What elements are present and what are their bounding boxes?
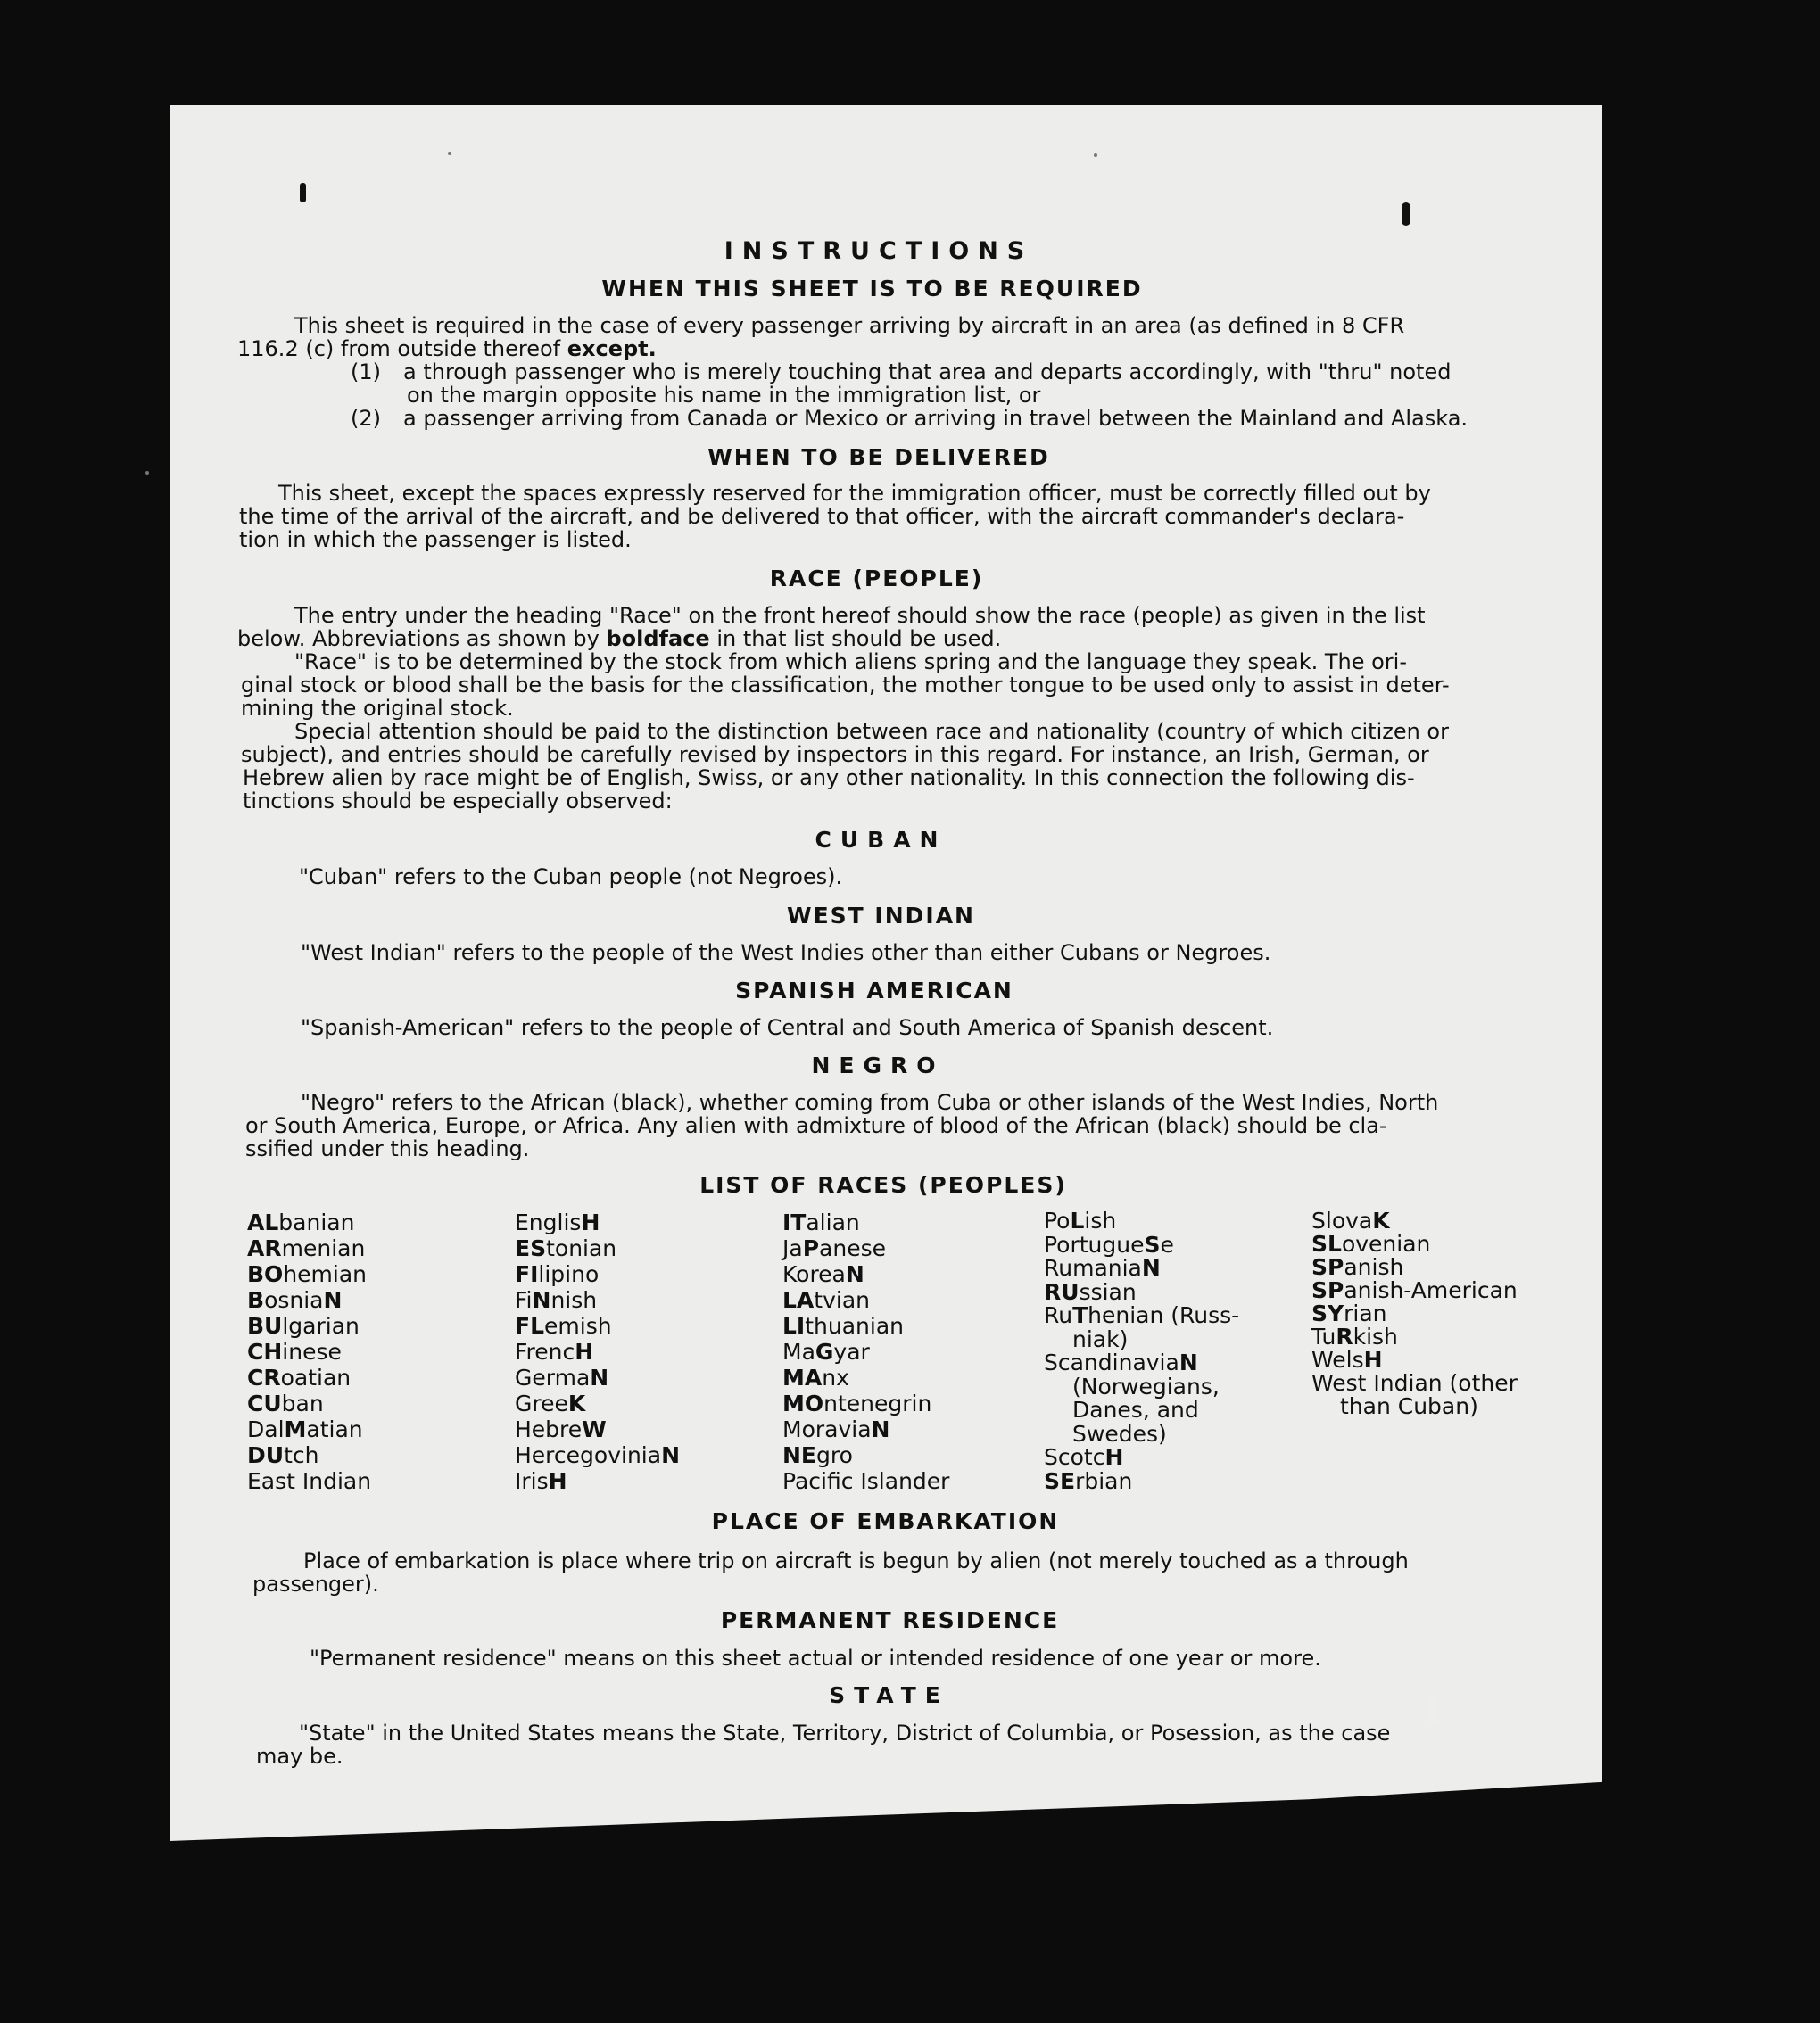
race-entry [1044,1399,1239,1423]
delivered-line: the time of the arrival of the aircraft, and be delivered to that officer, with the aircraft commander's declara- [239,504,1405,529]
race-abbreviation: N [871,1416,890,1442]
race-text: Pacific Islander [782,1468,950,1494]
west-indian-definition: "West Indian" refers to the people of the West Indies other than either Cubans or Negroes. [301,940,1271,965]
race-line: subject), and entries should be carefully revised by inspectors in this regard. For instance, an Irish, German, or [241,742,1429,767]
race-entry [1044,1375,1239,1400]
race-text: Hercegovinia [515,1442,662,1468]
race-entry [247,1287,371,1313]
embarkation-line: Place of embarkation is place where trip on aircraft is begun by alien (not merely touched as a through [303,1548,1409,1573]
race-text: West Indian (other [1311,1370,1518,1396]
race-entry [782,1416,949,1442]
race-entry [1311,1372,1518,1395]
race-entry [247,1391,371,1416]
delivered-line: tion in which the passenger is listed. [239,527,632,552]
race-text: Hebre [515,1416,583,1442]
race-line: "Race" is to be determined by the stock from which aliens spring and the language they speak. The ori- [294,649,1408,674]
race-abbreviation: M [284,1416,307,1442]
punch-mark-right [1402,202,1410,226]
speck [1094,153,1097,157]
race-abbreviation: LI [782,1313,806,1339]
race-entry [782,1365,949,1391]
race-text: ntenegrin [823,1391,932,1416]
race-entry [247,1313,371,1339]
race-abbreviation: N [1179,1350,1198,1375]
race-line: mining the original stock. [241,696,514,721]
race-entry [782,1391,949,1416]
race-entry [247,1235,371,1261]
race-abbreviation: G [815,1339,834,1365]
race-entry [247,1210,371,1235]
race-abbreviation: AL [247,1210,279,1235]
race-entry [515,1210,680,1235]
race-abbreviation: ES [515,1235,547,1261]
race-text: e [1160,1231,1174,1258]
race-text: ovenian [1341,1231,1431,1257]
race-abbreviation: SY [1311,1300,1344,1326]
embarkation-line: passenger). [252,1572,379,1597]
residence-definition: "Permanent residence" means on this sheet actual or intended residence of one year or more. [310,1646,1321,1671]
race-abbreviation: FI [515,1261,539,1287]
races-column [515,1210,680,1494]
race-text: menian [281,1235,366,1261]
race-abbreviation: FL [515,1313,545,1339]
race-line: ginal stock or blood shall be the basis for the classification, the mother tongue to be used only to assist in deter- [241,673,1450,698]
race-text: oatian [280,1365,352,1391]
race-text: Rumania [1044,1255,1142,1281]
race-abbreviation: K [1372,1208,1390,1234]
race-abbreviation: R [1336,1324,1353,1350]
race-abbreviation: N [661,1442,680,1468]
spanish-american-definition: "Spanish-American" refers to the people of Central and South America of Spanish descent. [301,1015,1274,1040]
race-text: East Indian [247,1468,372,1494]
section-heading-required: WHEN THIS SHEET IS TO BE REQUIRED [601,276,1143,301]
speck [448,152,451,155]
race-entry [515,1468,680,1494]
race-entry [1044,1325,1239,1352]
race-text: Frenc [515,1339,575,1365]
race-text: tonian [546,1235,617,1261]
required-line: This sheet is required in the case of every passenger arriving by aircraft in an area (as defined in 8 CFR [294,313,1405,338]
race-text: nish [550,1287,598,1313]
race-abbreviation: N [532,1287,551,1313]
race-text: Danes, and [1072,1397,1199,1423]
race-entry [247,1339,371,1365]
section-heading-west-indian: WEST INDIAN [787,903,975,929]
race-line-end: in that list should be used. [709,626,1002,651]
race-abbreviation: H [548,1468,567,1494]
race-text: Gree [515,1391,568,1416]
state-line: "State" in the United States means the State, Territory, District of Columbia, or Posession, as the case [299,1721,1391,1746]
required-item-number: (1) [351,359,381,384]
race-abbreviation: LA [782,1287,815,1313]
race-text: anish-American [1344,1277,1518,1303]
race-text: yar [833,1339,870,1365]
section-heading-delivered: WHEN TO BE DELIVERED [707,444,1050,470]
race-abbreviation: W [582,1416,607,1442]
race-abbreviation: N [323,1287,343,1313]
race-text: Fi [515,1287,533,1313]
race-text: atian [306,1416,363,1442]
race-entry [247,1468,371,1494]
race-entry [515,1235,680,1261]
required-item-text: a through passenger who is merely touching that area and departs accordingly, with "thru" noted [403,359,1452,384]
race-entry [1044,1278,1239,1305]
race-abbreviation: L [1070,1208,1085,1234]
race-text: Dal [247,1416,285,1442]
race-abbreviation: CH [247,1339,283,1365]
race-line: The entry under the heading "Race" on the front hereof should show the race (people) as given in the list [294,603,1426,628]
race-entry [515,1391,680,1416]
required-item-text: a passenger arriving from Canada or Mexico or arriving in travel between the Mainland and Alaska. [403,406,1468,431]
section-heading-race: RACE (PEOPLE) [769,566,984,591]
race-entry [247,1261,371,1287]
race-entry [515,1313,680,1339]
race-text: hemian [283,1261,368,1287]
race-text: anish [1344,1254,1404,1280]
speck [145,471,149,475]
race-text: Slova [1311,1208,1373,1234]
race-text: Germa [515,1365,591,1391]
race-abbreviation: AR [247,1235,282,1261]
race-text: niak) [1072,1325,1129,1352]
negro-line: ssified under this heading. [245,1136,530,1161]
race-abbreviation: MO [782,1391,824,1416]
race-entry [515,1261,680,1287]
race-text: tvian [814,1287,870,1313]
race-abbreviation: N [1141,1255,1161,1281]
race-entry [782,1339,949,1365]
race-text: Moravia [782,1416,872,1442]
race-abbreviation: H [1363,1347,1383,1373]
race-line: tinctions should be especially observed: [243,789,673,813]
race-text: rbian [1075,1467,1133,1494]
race-abbreviation: T [1072,1302,1088,1328]
section-heading-negro: NEGRO [811,1053,945,1078]
race-entry [1311,1233,1518,1256]
race-text: banian [278,1210,355,1235]
race-entry [1044,1420,1239,1447]
race-entry [515,1365,680,1391]
race-text: ssian [1079,1278,1137,1305]
race-line [237,627,1001,650]
race-abbreviation: SP [1311,1277,1344,1303]
race-entry [1044,1351,1239,1375]
race-abbreviation: SE [1044,1467,1076,1494]
section-heading-list-of-races: LIST OF RACES (PEOPLES) [699,1172,1067,1198]
race-entry [782,1468,949,1494]
race-text: inese [282,1339,342,1365]
race-abbreviation: IT [782,1210,807,1235]
race-entry [515,1287,680,1313]
section-heading-spanish-american: SPANISH AMERICAN [735,978,1013,1003]
race-text: ish [1084,1208,1117,1234]
race-text: rian [1344,1300,1387,1326]
race-entry [782,1287,949,1313]
race-entry [247,1365,371,1391]
race-text: Scotc [1044,1444,1105,1470]
cuban-definition: "Cuban" refers to the Cuban people (not Negroes). [299,864,843,889]
race-text: Tu [1311,1324,1336,1350]
race-entry [782,1235,949,1261]
section-heading-residence: PERMANENT RESIDENCE [720,1607,1060,1633]
race-text: osnia [264,1287,324,1313]
negro-line: "Negro" refers to the African (black), whether coming from Cuba or other islands of the West Indies, North [301,1090,1439,1115]
race-text: Ja [782,1235,803,1261]
race-entry [515,1416,680,1442]
race-entry [1311,1349,1518,1372]
race-abbreviation: CU [247,1391,282,1416]
race-entry [1311,1395,1518,1418]
required-except: except. [567,336,657,361]
race-text: kish [1353,1324,1398,1350]
state-line: may be. [256,1744,343,1769]
race-abbreviation: K [567,1391,586,1416]
race-text: lipino [538,1261,600,1287]
race-abbreviation: CR [247,1365,281,1391]
race-entry [515,1442,680,1468]
race-entry [1311,1210,1518,1233]
race-text: alian [806,1210,860,1235]
race-abbreviation: BU [247,1313,283,1339]
race-line: Special attention should be paid to the distinction between race and nationality (country of which citizen or [294,719,1449,744]
race-text: ban [281,1391,324,1416]
race-entry [1044,1210,1239,1234]
race-entry [782,1313,949,1339]
races-column [247,1210,371,1494]
required-line-start: 116.2 (c) from outside thereof [237,336,567,361]
race-text: Portugue [1044,1231,1145,1258]
required-line [237,337,657,360]
race-entry [1044,1231,1239,1258]
race-entry [1311,1256,1518,1279]
race-boldface: boldface [606,626,710,651]
race-text: Scandinavia [1044,1350,1179,1375]
race-abbreviation: S [1144,1231,1161,1258]
races-column [782,1210,949,1494]
punch-mark-left [300,183,306,202]
section-heading-embarkation: PLACE OF EMBARKATION [711,1508,1060,1534]
race-text: thuanian [805,1313,905,1339]
section-heading-state: STATE [829,1682,949,1708]
race-abbreviation: BO [247,1261,284,1287]
negro-line: or South America, Europe, or Africa. Any alien with admixture of blood of the African (black) should be cla- [245,1113,1387,1138]
race-abbreviation: SP [1311,1254,1344,1280]
race-abbreviation: H [1104,1444,1124,1470]
race-entry [782,1442,949,1468]
race-line-start: below. Abbreviations as shown by [237,626,607,651]
race-text: Ma [782,1339,815,1365]
race-entry [515,1339,680,1365]
race-text: henian (Russ- [1088,1302,1240,1328]
race-abbreviation: H [581,1210,600,1235]
race-abbreviation: MA [782,1365,823,1391]
page-title: INSTRUCTIONS [724,237,1034,265]
race-text: Korea [782,1261,846,1287]
race-entry [1044,1467,1239,1494]
race-entry [1044,1304,1239,1328]
delivered-line: This sheet, except the spaces expressly reserved for the immigration officer, must be correctly filled out by [278,481,1431,506]
race-text: Englis [515,1210,582,1235]
race-abbreviation: N [590,1365,609,1391]
race-abbreviation: RU [1044,1278,1080,1305]
race-text: Wels [1311,1347,1364,1373]
race-entry [1311,1325,1518,1349]
race-abbreviation: DU [247,1442,285,1468]
race-text: emish [544,1313,612,1339]
race-entry [1044,1257,1239,1281]
race-text: (Norwegians, [1072,1373,1220,1400]
race-abbreviation: B [247,1287,265,1313]
race-entry [1311,1279,1518,1302]
race-abbreviation: H [575,1339,594,1365]
race-text: Ru [1044,1302,1073,1328]
race-text: lgarian [282,1313,360,1339]
race-entry [1044,1446,1239,1470]
race-text: anese [819,1235,886,1261]
race-abbreviation: N [845,1261,864,1287]
section-heading-cuban: CUBAN [815,827,947,853]
race-abbreviation: SL [1311,1231,1342,1257]
required-item-number: (2) [351,406,381,431]
race-text: Iris [515,1468,549,1494]
race-line: Hebrew alien by race might be of English, Swiss, or any other nationality. In this connection the following dis- [243,765,1415,790]
races-column [1044,1210,1239,1493]
race-text: gro [816,1442,853,1468]
races-column [1311,1210,1518,1418]
race-abbreviation: P [802,1235,820,1261]
race-entry [247,1416,371,1442]
race-entry [247,1442,371,1468]
race-abbreviation: NE [782,1442,817,1468]
race-entry [1311,1302,1518,1325]
race-text: Swedes) [1072,1420,1167,1447]
race-entry [782,1210,949,1235]
race-entry [782,1261,949,1287]
race-text: tch [284,1442,319,1468]
required-item-text: on the margin opposite his name in the immigration list, or [407,383,1041,408]
race-text: nx [822,1365,849,1391]
race-text: than Cuban) [1340,1393,1478,1419]
race-text: Po [1044,1208,1071,1234]
